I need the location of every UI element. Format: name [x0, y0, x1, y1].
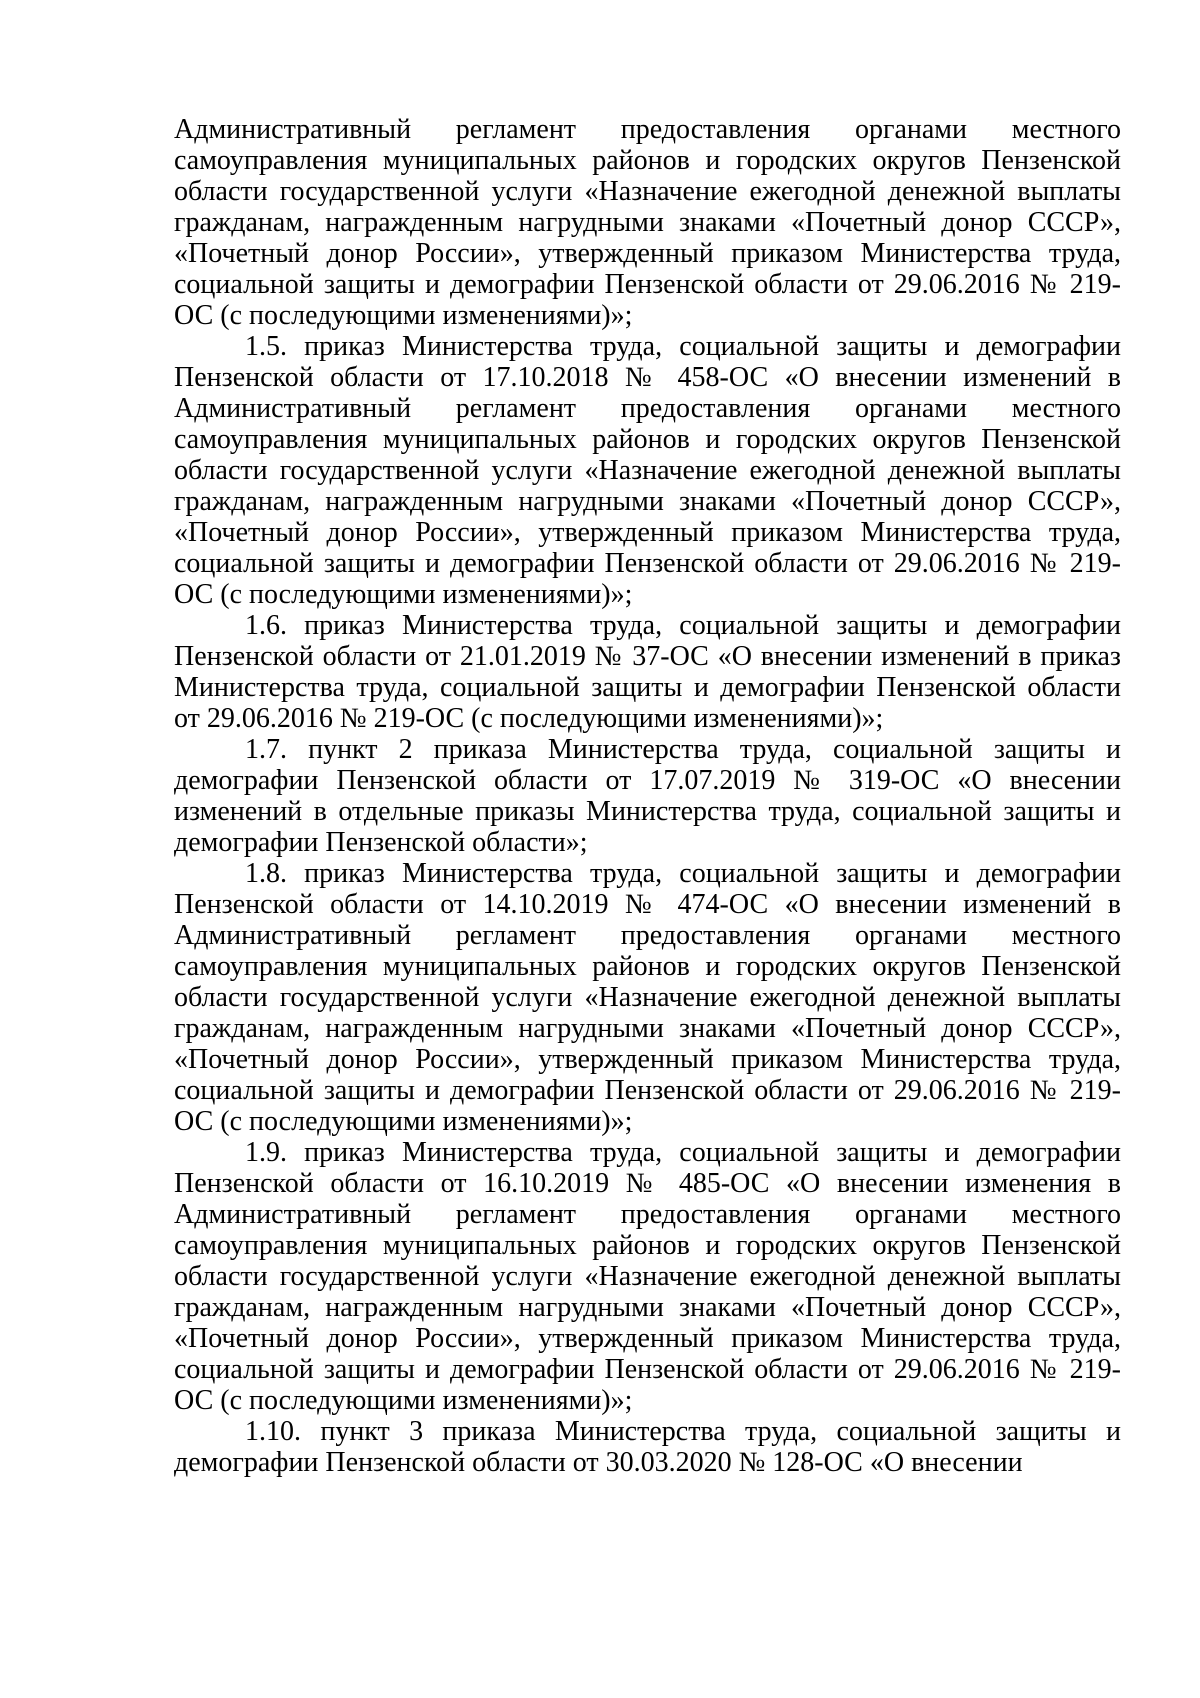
document-body: [174, 114, 1121, 1478]
paragraph-item-1-10: 1.10. пункт 3 приказа Министерства труда, социальной защиты и демографии Пензенской области от 30.03.2020 № 128-ОС «О внесении: [174, 1416, 1121, 1478]
paragraph-item-1-9: 1.9. приказ Министерства труда, социальной защиты и демографии Пензенской области от 16.10.2019 № 485-ОС «О внесении изменения в Административный регламент предоставления органами местного самоуправления муниципальных районов и городских округов Пензенской области государственной услуги «Назначение ежегодной денежной выплаты гражданам, награжденным нагрудными знаками «Почетный донор СССР», «Почетный донор России», утвержденный приказом Министерства труда, социальной защиты и демографии Пензенской области от 29.06.2016 № 219-ОС (с последующими изменениями)»;: [174, 1137, 1121, 1416]
paragraph-item-1-7: 1.7. пункт 2 приказа Министерства труда, социальной защиты и демографии Пензенской области от 17.07.2019 № 319-ОС «О внесении изменений в отдельные приказы Министерства труда, социальной защиты и демографии Пензенской области»;: [174, 734, 1121, 858]
paragraph-continuation: Административный регламент предоставления органами местного самоуправления муниципальных районов и городских округов Пензенской области государственной услуги «Назначение ежегодной денежной выплаты гражданам, награжденным нагрудными знаками «Почетный донор СССР», «Почетный донор России», утвержденный приказом Министерства труда, социальной защиты и демографии Пензенской области от 29.06.2016 № 219-ОС (с последующими изменениями)»;: [174, 114, 1121, 331]
paragraph-item-1-6: 1.6. приказ Министерства труда, социальной защиты и демографии Пензенской области от 21.01.2019 № 37-ОС «О внесении изменений в приказ Министерства труда, социальной защиты и демографии Пензенской области от 29.06.2016 № 219-ОС (с последующими изменениями)»;: [174, 610, 1121, 734]
paragraph-item-1-8: 1.8. приказ Министерства труда, социальной защиты и демографии Пензенской области от 14.10.2019 № 474-ОС «О внесении изменений в Административный регламент предоставления органами местного самоуправления муниципальных районов и городских округов Пензенской области государственной услуги «Назначение ежегодной денежной выплаты гражданам, награжденным нагрудными знаками «Почетный донор СССР», «Почетный донор России», утвержденный приказом Министерства труда, социальной защиты и демографии Пензенской области от 29.06.2016 № 219-ОС (с последующими изменениями)»;: [174, 858, 1121, 1137]
paragraph-item-1-5: 1.5. приказ Министерства труда, социальной защиты и демографии Пензенской области от 17.10.2018 № 458-ОС «О внесении изменений в Административный регламент предоставления органами местного самоуправления муниципальных районов и городских округов Пензенской области государственной услуги «Назначение ежегодной денежной выплаты гражданам, награжденным нагрудными знаками «Почетный донор СССР», «Почетный донор России», утвержденный приказом Министерства труда, социальной защиты и демографии Пензенской области от 29.06.2016 № 219-ОС (с последующими изменениями)»;: [174, 331, 1121, 610]
